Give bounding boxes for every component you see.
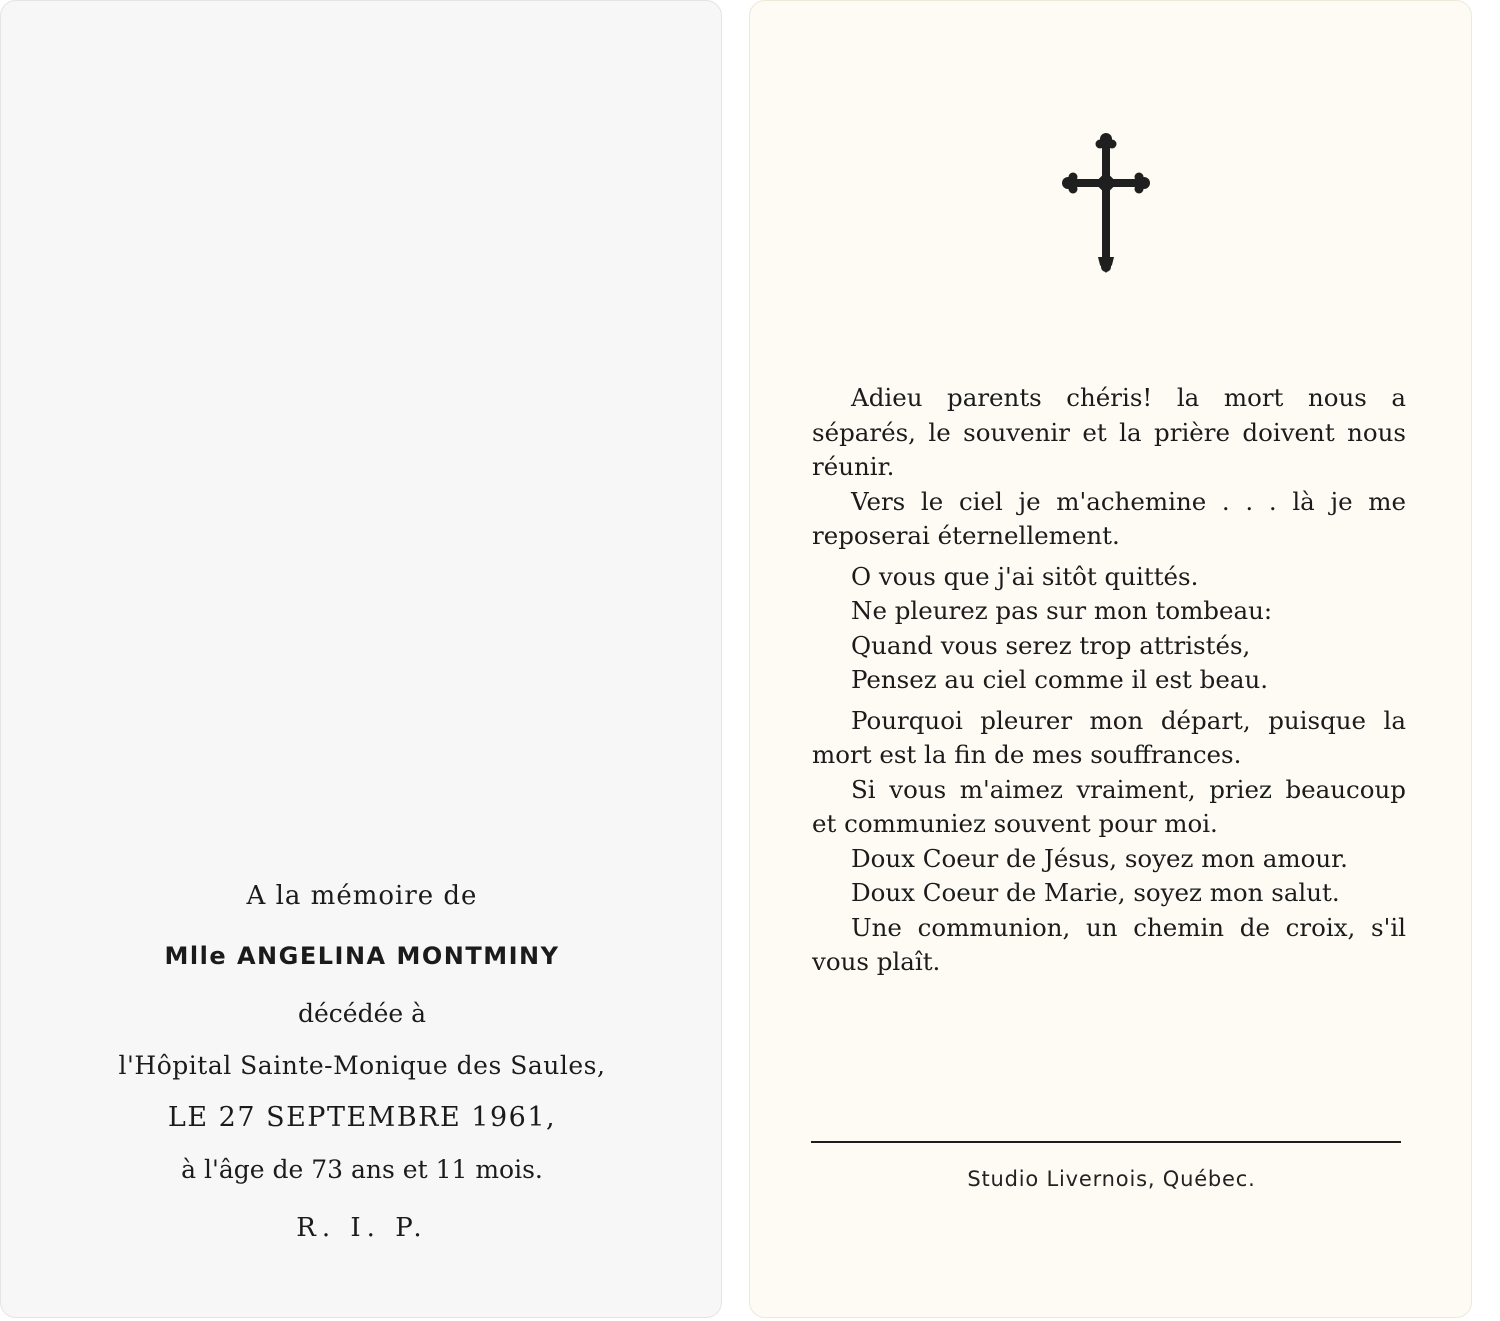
poem-line: Quand vous serez trop attristés, <box>851 630 1251 660</box>
verse-paragraph: Adieu parents chéris! la mort nous a séparés, le souvenir et la prière doivent nous réunir. <box>812 383 1406 481</box>
death-date: LE 27 SEPTEMBRE 1961, <box>167 1102 557 1133</box>
age-at-death: à l'âge de 73 ans et 11 mois. <box>181 1155 543 1184</box>
death-label: décédée à <box>297 999 427 1028</box>
prayer-text <box>812 381 1406 980</box>
poem-line: Pensez au ciel comme il est beau. <box>851 665 1269 694</box>
rip-text: R. I. P. <box>296 1213 428 1243</box>
studio-credit: Studio Livernois, Québec. <box>967 1167 1256 1191</box>
divider-line <box>811 1141 1401 1143</box>
verse-poem <box>812 560 1406 698</box>
cross-icon <box>1062 131 1150 275</box>
verse-paragraph: Si vous m'aimez vraiment, priez beaucoup et communiez souvent pour moi. <box>812 774 1406 838</box>
memorial-card-back <box>749 0 1472 1318</box>
verse-paragraph: Vers le ciel je m'achemine . . . là je me reposerai éternellement. <box>812 486 1406 550</box>
deceased-name: Mlle ANGELINA MONTMINY <box>164 942 560 970</box>
memorial-intro: A la mémoire de <box>246 881 478 911</box>
verse-paragraph: Doux Coeur de Jésus, soyez mon amour. <box>851 843 1348 873</box>
memorial-text <box>1 873 722 1255</box>
portrait-photo <box>131 81 591 761</box>
verse-paragraph: Une communion, un chemin de croix, s'il vous plaît. <box>812 912 1406 976</box>
memorial-card-front <box>0 0 722 1318</box>
poem-line: Ne pleurez pas sur mon tombeau: <box>851 596 1273 625</box>
verse-paragraph: Doux Coeur de Marie, soyez mon salut. <box>851 878 1340 907</box>
death-place: l'Hôpital Sainte-Monique des Saules, <box>118 1051 606 1080</box>
verse-paragraph: Pourquoi pleurer mon départ, puisque la mort est la fin de mes souffrances. <box>812 705 1406 769</box>
poem-line: O vous que j'ai sitôt quittés. <box>851 561 1199 591</box>
